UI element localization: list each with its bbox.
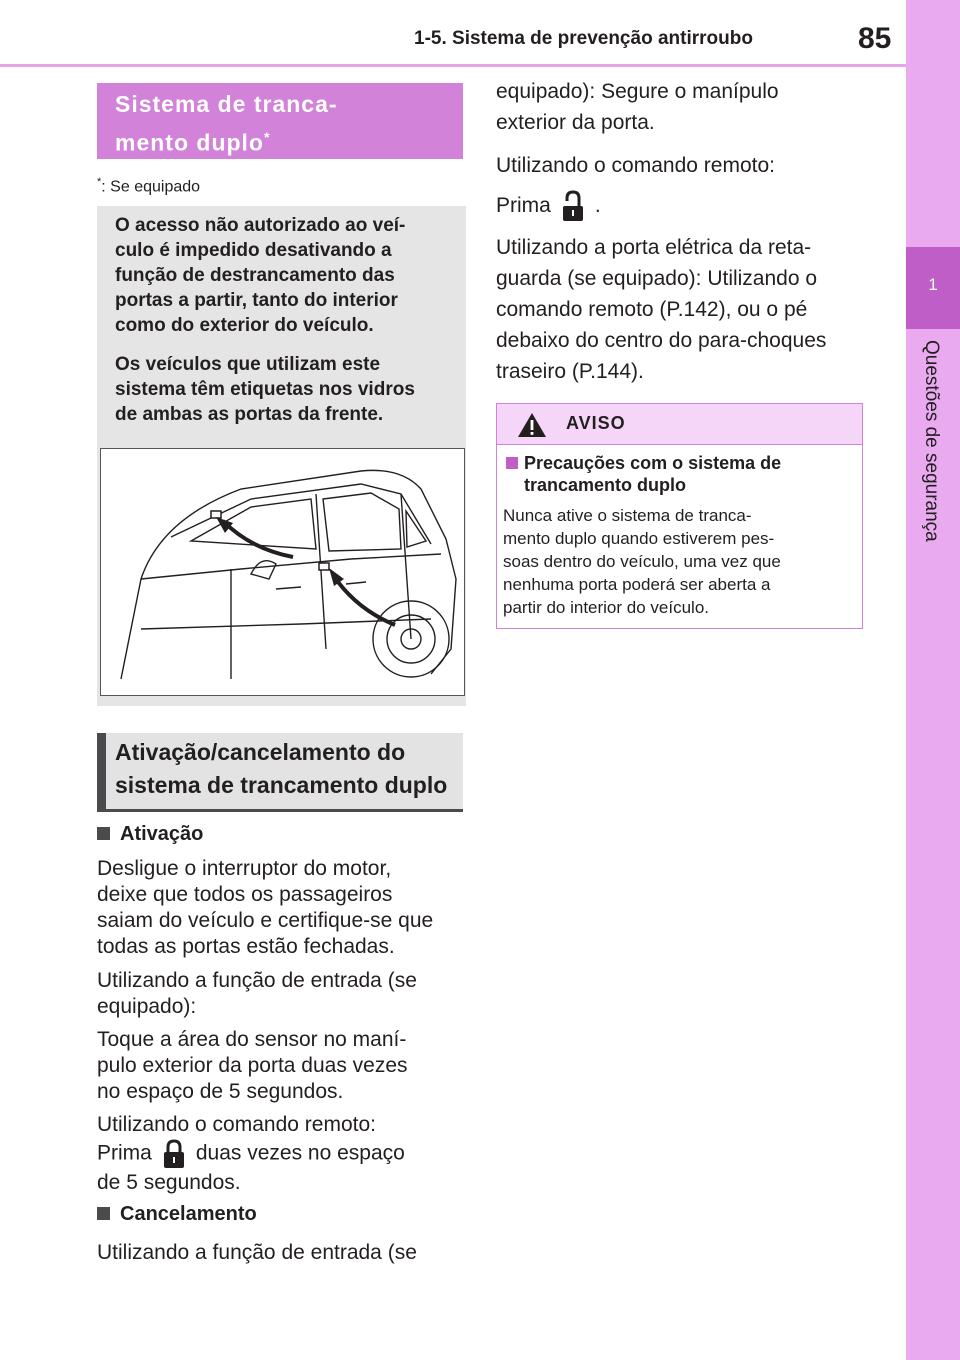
text-line: debaixo do centro do para-choques [496, 329, 827, 352]
info-paragraph-2 [115, 352, 455, 427]
col2-paragraph-4 [496, 232, 866, 387]
info-line: O acesso não autorizado ao veí- [115, 215, 406, 236]
col2-paragraph-3 [496, 190, 866, 222]
text-line: nenhuma porta poderá ser aberta a [503, 575, 771, 594]
activation-heading [97, 823, 467, 846]
warning-subheading-line1 [506, 452, 846, 474]
text-line: no espaço de 5 segundos. [97, 1080, 344, 1103]
text-line: Utilizando a função de entrada (se [97, 969, 417, 992]
topic-title-marker: * [263, 129, 271, 145]
text-line: Desligue o interruptor do motor, [97, 857, 392, 880]
info-paragraph-1 [115, 213, 455, 338]
text-line: exterior da porta. [496, 111, 655, 134]
warning-header [497, 404, 862, 445]
period-text: . [594, 194, 601, 217]
text-line: Precauções com o sistema de [524, 453, 782, 473]
text-line: Utilizando o comando remoto: [97, 1113, 376, 1136]
text-line: Utilizando a porta elétrica da reta- [496, 236, 812, 259]
activation-paragraph-1 [97, 856, 467, 960]
cancel-heading-text: Cancelamento [120, 1203, 257, 1225]
topic-title-line2 [115, 121, 455, 160]
arrow-side-head [329, 568, 344, 586]
info-line: sistema têm etiquetas nos vidros [115, 379, 415, 400]
side-tab [906, 0, 960, 1360]
chapter-label: Questões de segurança [921, 340, 942, 542]
warning-text [503, 504, 848, 619]
bullet-square [97, 1207, 110, 1220]
text-line: soas dentro do veículo, uma vez que [503, 552, 781, 571]
info-line: portas a partir, tanto do interior [115, 290, 398, 311]
warning-subheading-line2: trancamento duplo [524, 475, 687, 495]
info-line: culo é impedido desativando a [115, 240, 392, 261]
text-line-with-icon [97, 1138, 467, 1170]
text-line: equipado): Segure o manípulo [496, 80, 779, 103]
car-illustration [100, 448, 465, 696]
unlock-icon [561, 190, 585, 222]
page-number: 85 [858, 22, 892, 55]
text-line: Toque a área do sensor no maní- [97, 1028, 407, 1051]
text-line: mento duplo quando estiverem pes- [503, 529, 775, 548]
lock-icon [162, 1138, 186, 1170]
text-line: deixe que todos os passageiros [97, 883, 393, 906]
text-line: traseiro (P.144). [496, 360, 644, 383]
cancel-paragraph: Utilizando a função de entrada (se [97, 1241, 417, 1264]
prima-text: Prima [496, 194, 551, 217]
col2-paragraph-2: Utilizando o comando remoto: [496, 154, 775, 177]
activation-paragraph-4 [97, 1112, 467, 1196]
text-line: partir do interior do veículo. [503, 598, 709, 617]
topic-title-line1: Sistema de tranca- [115, 91, 338, 117]
section-heading-bar [97, 733, 106, 812]
door-label-side [319, 563, 329, 570]
warning-title: AVISO [566, 413, 626, 433]
section-heading-line2: sistema de trancamento duplo [115, 772, 448, 798]
text-line: equipado): [97, 995, 197, 1018]
bullet-square [506, 457, 518, 469]
info-line: de ambas as portas da frente. [115, 404, 384, 425]
arrow-front [223, 521, 293, 557]
cancel-heading [97, 1203, 467, 1226]
door-label-front [211, 511, 221, 518]
section-heading-line1: Ativação/cancelamento do [115, 739, 406, 765]
activation-paragraph-3 [97, 1027, 467, 1105]
warning-subheading [506, 452, 846, 496]
text-line: todas as portas estão fechadas. [97, 935, 395, 958]
text-line: saiam do veículo e certifique-se que [97, 909, 434, 932]
text-line: pulo exterior da porta duas vezes [97, 1054, 408, 1077]
info-line: como do exterior do veículo. [115, 315, 374, 336]
warning-triangle-icon [517, 412, 547, 438]
header-rule [0, 64, 906, 67]
footnote-marker: * [97, 176, 102, 188]
text-line: Nunca ative o sistema de tranca- [503, 506, 752, 525]
bullet-square [97, 827, 110, 840]
col2-paragraph-1 [496, 76, 866, 138]
section-title: 1-5. Sistema de prevenção antirroubo [414, 28, 753, 49]
footnote [97, 176, 200, 196]
activation-heading-text: Ativação [120, 823, 204, 845]
activation-paragraph-2 [97, 968, 467, 1020]
text-line: comando remoto (P.142), ou o pé [496, 298, 808, 321]
section-heading [115, 736, 460, 802]
info-line: função de destrancamento das [115, 265, 395, 286]
text-line: guarda (se equipado): Utilizando o [496, 267, 818, 290]
text-after-icon: duas vezes no espaço [195, 1141, 405, 1165]
text-line: de 5 segundos. [97, 1171, 241, 1194]
footnote-text: : Se equipado [101, 178, 201, 196]
prima-text: Prima [97, 1141, 152, 1165]
chapter-number: 1 [928, 275, 938, 294]
info-line: Os veículos que utilizam este [115, 354, 381, 375]
topic-title-text: mento duplo [115, 129, 264, 156]
car-door-labels-drawing [101, 449, 464, 695]
topic-title [115, 88, 455, 160]
